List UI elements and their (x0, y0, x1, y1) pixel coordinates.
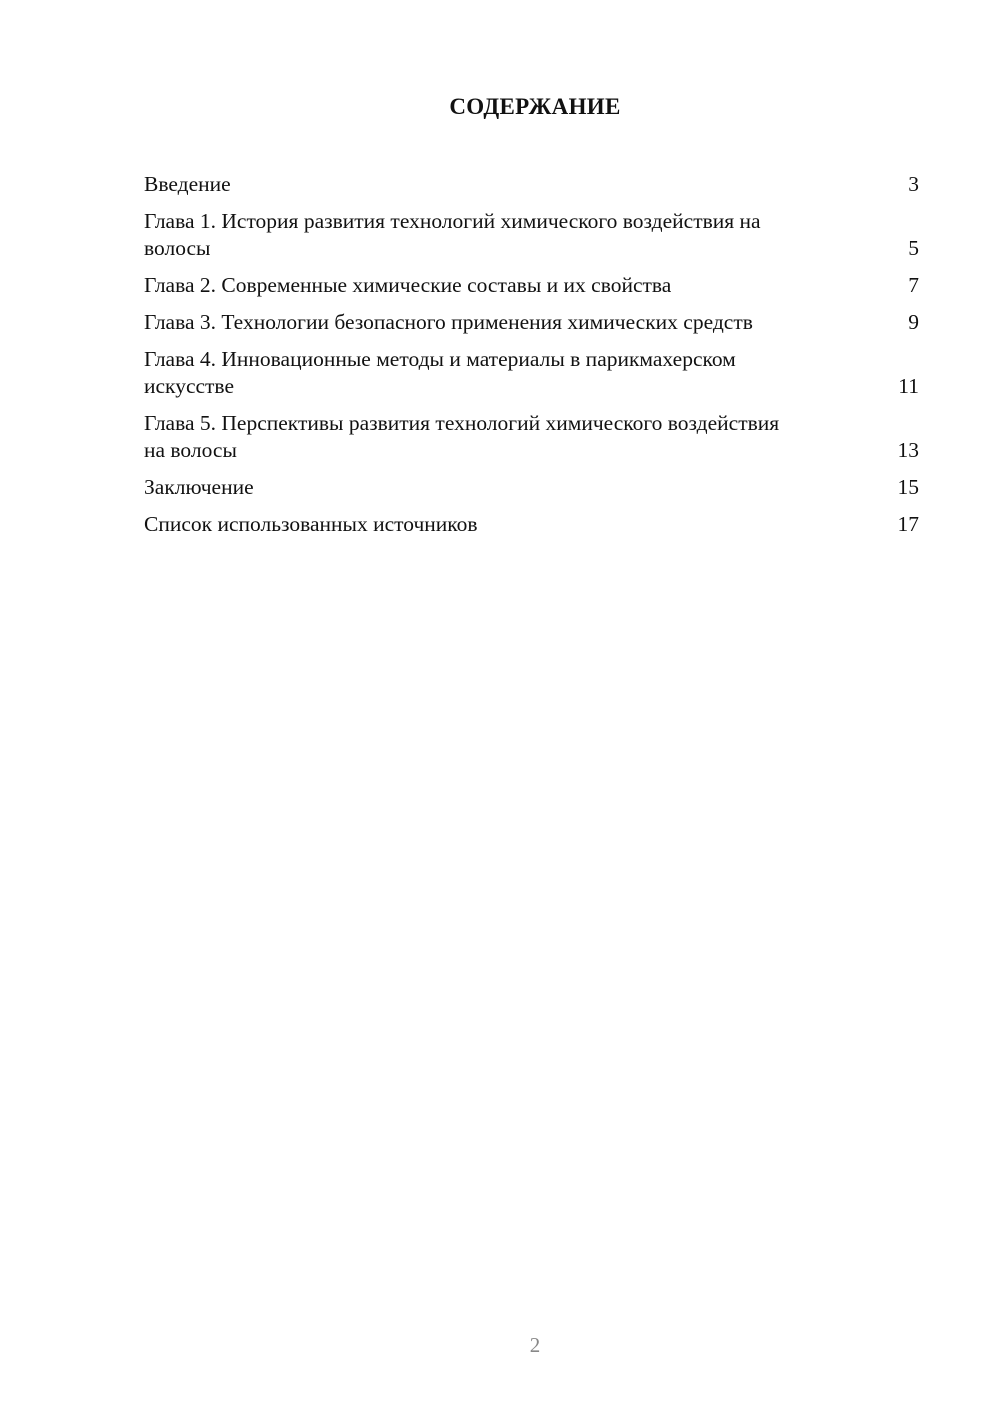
toc-entry-title: Заключение (144, 475, 254, 499)
toc-entry-chapter-4[interactable] (144, 346, 919, 400)
toc-entry-page-number: 5 (908, 236, 919, 260)
toc-entry-title: Глава 1. История развития технологий химического воздействия на волосы (144, 209, 761, 260)
toc-entry-chapter-5[interactable] (144, 410, 919, 464)
toc-entry-references[interactable] (144, 511, 919, 538)
toc-entry-conclusion[interactable] (144, 474, 919, 501)
toc-entry-page-number: 15 (897, 475, 919, 499)
toc-entry-title: Глава 2. Современные химические составы и их свойства (144, 273, 672, 297)
toc-entry-page-number: 7 (908, 273, 919, 297)
toc-entry-chapter-3[interactable] (144, 309, 919, 336)
toc-entry-page-number: 13 (897, 438, 919, 462)
toc-entry-page-number: 17 (897, 512, 919, 536)
page-number: 2 (529, 1333, 541, 1357)
table-of-contents (144, 171, 919, 548)
toc-entry-page-number: 9 (908, 310, 919, 334)
toc-entry-title: Глава 4. Инновационные методы и материалы в парикмахерском искусстве (144, 347, 736, 398)
page-title: СОДЕРЖАНИЕ (449, 94, 621, 119)
toc-entry-chapter-1[interactable] (144, 208, 919, 262)
toc-entry-title: Введение (144, 172, 231, 196)
toc-entry-chapter-2[interactable] (144, 272, 919, 299)
toc-entry-title: Глава 3. Технологии безопасного применения химических средств (144, 310, 753, 334)
toc-entry-title: Глава 5. Перспективы развития технологий химического воздействия на волосы (144, 411, 780, 462)
toc-entry-introduction[interactable] (144, 171, 919, 198)
toc-entry-title: Список использованных источников (144, 512, 478, 536)
toc-entry-page-number: 3 (908, 172, 919, 196)
toc-entry-page-number: 11 (898, 374, 919, 398)
